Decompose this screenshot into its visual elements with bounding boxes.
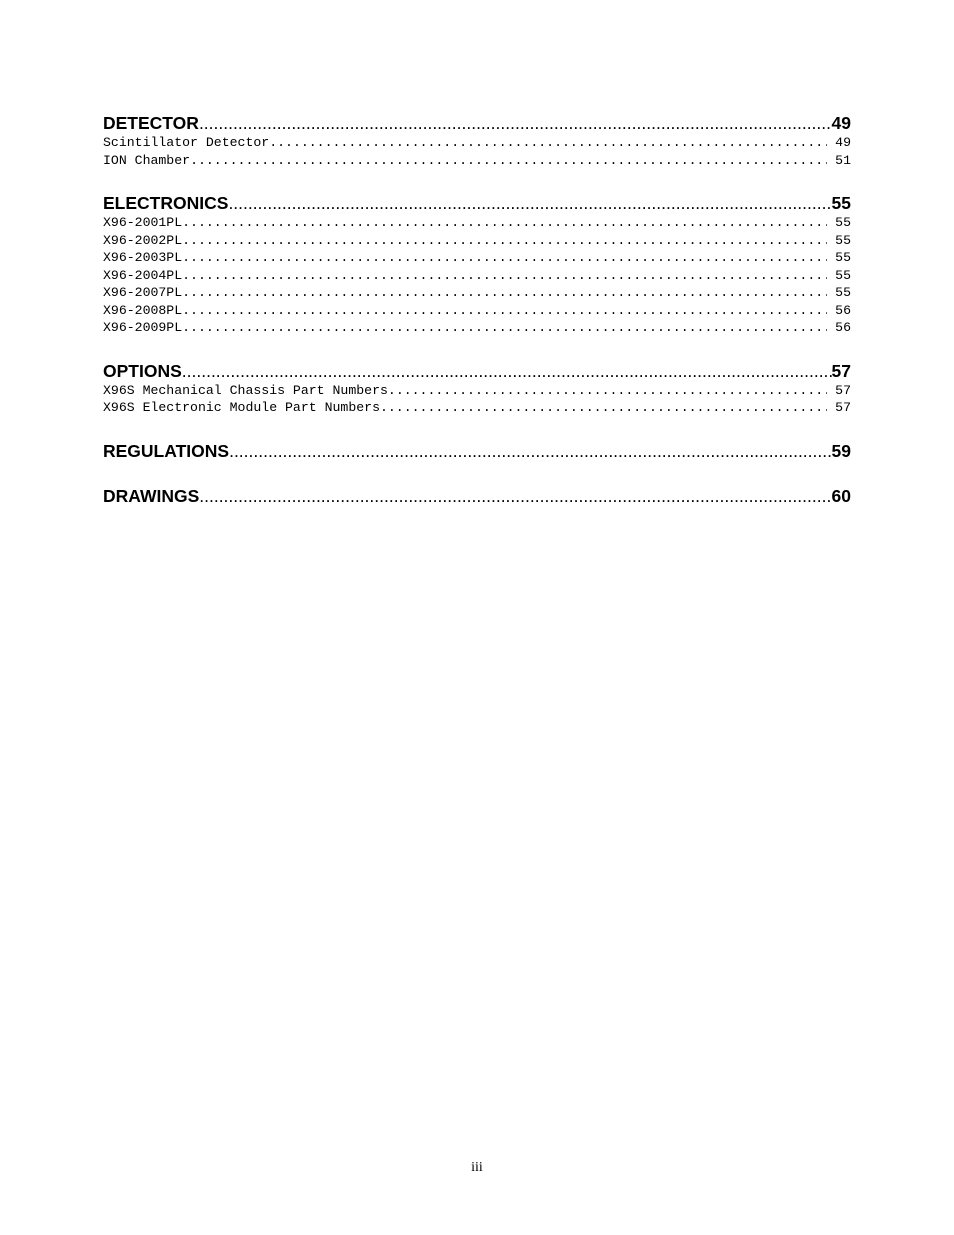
toc-entry-title: X96-2007PL [103,285,183,300]
toc-entry-title: X96-2003PL [103,250,183,265]
toc-entry-page: 55 [835,250,851,265]
toc-entry-link[interactable] [103,249,851,267]
toc-section-detector [103,112,851,169]
toc-heading-link[interactable] [103,192,851,214]
toc-entry-title: X96-2009PL [103,320,183,335]
toc-heading-title: ELECTRONICS [103,193,229,213]
toc-entry-page: 56 [835,320,851,335]
toc-section-electronics [103,192,851,337]
toc-entry-title: X96-2004PL [103,267,183,283]
page-number: iii [471,1160,483,1175]
dot-leader [388,382,827,400]
dot-leader [182,267,827,285]
toc-entry-link[interactable] [103,399,851,417]
toc-entry-page: 55 [835,215,851,230]
toc-entry-link[interactable] [103,134,851,152]
toc-entry-link[interactable] [103,214,851,232]
toc-entry-link[interactable] [103,232,851,250]
toc-heading-title: DRAWINGS [103,485,200,506]
dot-leader [182,214,827,232]
dot-leader [182,232,827,250]
toc-entry-title: X96-2008PL [103,302,183,318]
toc-entry-link[interactable] [103,302,851,320]
toc-entry-link[interactable] [103,382,851,400]
dot-leader [199,485,831,507]
toc-heading-page: 59 [831,440,851,461]
toc-heading-page: 55 [831,193,851,213]
dot-leader [228,192,831,214]
dot-leader [182,249,827,267]
toc-entry-page: 49 [835,135,851,150]
toc-heading-page: 49 [831,113,851,133]
dot-leader [182,360,832,382]
dot-leader [190,152,827,170]
dot-leader [380,399,827,417]
toc-entry-page: 55 [835,267,851,283]
toc-entry-page: 56 [835,302,851,318]
toc-heading-page: 57 [831,360,851,381]
toc-section-drawings [103,485,851,507]
toc-entry-title: Scintillator Detector [103,135,270,150]
toc-section-regulations [103,440,851,462]
toc-heading-link[interactable] [103,440,851,462]
toc-entry-page: 51 [835,152,851,168]
toc-entry-page: 55 [835,285,851,300]
toc-entry-page: 55 [835,232,851,248]
toc-entry-page: 57 [835,382,851,398]
toc-entry-title: X96S Mechanical Chassis Part Numbers [103,382,388,398]
dot-leader [269,134,827,152]
toc-entry-link[interactable] [103,267,851,285]
dot-leader [182,319,827,337]
toc-entry-title: X96-2001PL [103,215,183,230]
toc-heading-link[interactable] [103,360,851,382]
toc-heading-title: REGULATIONS [103,440,230,461]
toc-entry-link[interactable] [103,319,851,337]
toc-heading-link[interactable] [103,112,851,134]
dot-leader [199,112,832,134]
toc-entry-title: X96S Electronic Module Part Numbers [103,400,380,415]
toc-heading-title: OPTIONS [103,360,182,381]
toc-entry-title: ION Chamber [103,152,191,168]
toc-entry-title: X96-2002PL [103,232,183,248]
toc-section-options [103,360,851,417]
toc-entry-link[interactable] [103,152,851,170]
dot-leader [182,302,827,320]
toc-entry-page: 57 [835,400,851,415]
toc-heading-link[interactable] [103,485,851,507]
dot-leader [229,440,831,462]
table-of-contents [103,112,851,530]
toc-heading-page: 60 [831,485,851,506]
toc-entry-link[interactable] [103,284,851,302]
toc-heading-title: DETECTOR [103,113,199,133]
dot-leader [182,284,827,302]
